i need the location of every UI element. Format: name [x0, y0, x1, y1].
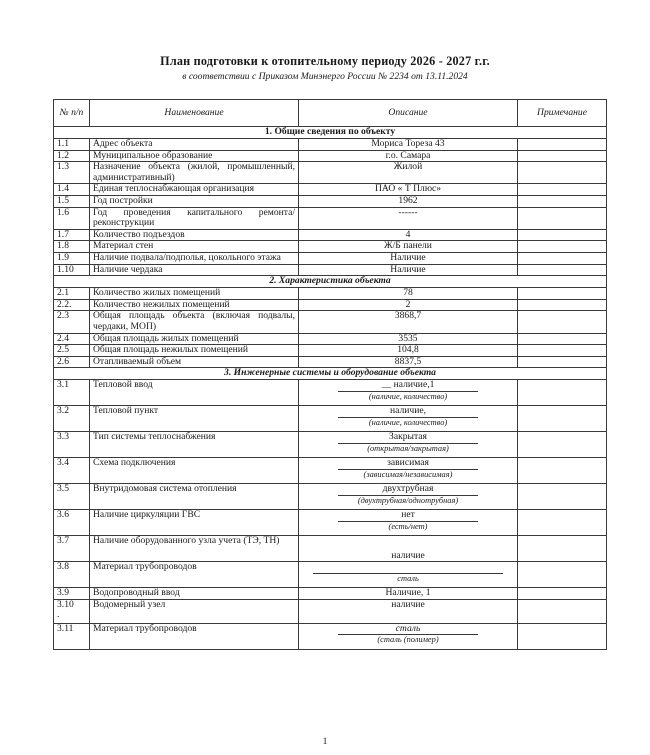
table-row [54, 252, 607, 264]
row-note [518, 162, 607, 184]
row-desc: наличие [299, 599, 518, 623]
row-name: Количество подъездов [90, 229, 299, 241]
section-row [54, 127, 607, 139]
row-desc: 3535 [299, 333, 518, 345]
row-name: Назначение объекта (жилой, промышленный, административный) [90, 162, 299, 184]
field-value: наличие, [338, 406, 478, 418]
row-note [518, 484, 607, 510]
document-title: План подготовки к отопительному периоду 2026 - 2027 г.г. [160, 54, 490, 68]
row-num: 1.1 [54, 139, 90, 151]
row-name: Адрес объекта [90, 139, 299, 151]
field-value: зависимая [338, 458, 478, 470]
table-row [54, 536, 607, 562]
row-num: 2.4 [54, 333, 90, 345]
row-num: 1.5 [54, 195, 90, 207]
row-note [518, 536, 607, 562]
row-name: Единая теплоснабжающая организация [90, 184, 299, 196]
header-num: № п/п [54, 100, 90, 127]
row-desc [299, 562, 518, 588]
field-value: Закрытая [338, 432, 478, 444]
field-hint: (двухтрубная/однотрубная) [357, 495, 459, 505]
row-name: Год проведения капитального ремонта/реконструкции [90, 207, 299, 229]
row-num: 1.2 [54, 150, 90, 162]
table-row [54, 588, 607, 600]
row-desc: Ж/Б панели [299, 241, 518, 253]
row-note [518, 510, 607, 536]
row-name: Общая площадь жилых помещений [90, 333, 299, 345]
field-hint: (открытая/закрытая) [367, 443, 449, 453]
row-note [518, 406, 607, 432]
field-hint: (зависимая/независимая) [363, 469, 453, 479]
table-row [54, 599, 607, 623]
header-note: Примечание [518, 100, 607, 127]
row-note [518, 345, 607, 357]
row-num: 1.6 [54, 207, 90, 229]
row-note [518, 229, 607, 241]
row-desc: 8837,5 [299, 356, 518, 368]
row-note [518, 241, 607, 253]
row-name: Материал трубопроводов [90, 562, 299, 588]
row-name: Тип системы теплоснабжения [90, 432, 299, 458]
row-desc [299, 406, 518, 432]
row-desc: 4 [299, 229, 518, 241]
table-row [54, 162, 607, 184]
table-row [54, 623, 607, 649]
row-name: Наличие циркуляции ГВС [90, 510, 299, 536]
table-row [54, 432, 607, 458]
field-value: двухтрубная [338, 484, 478, 496]
row-name: Наличие оборудованного узла учета (ТЭ, ТН) [90, 536, 299, 562]
row-name: Схема подключения [90, 458, 299, 484]
table-row [54, 510, 607, 536]
row-desc: ПАО « Т Плюс» [299, 184, 518, 196]
row-note [518, 252, 607, 264]
row-name: Наличие подвала/подполья, цокольного этажа [90, 252, 299, 264]
table-row [54, 299, 607, 311]
table-row [54, 311, 607, 333]
row-desc: Мориса Тореза 43 [299, 139, 518, 151]
row-num: 2.3 [54, 311, 90, 333]
table-row [54, 484, 607, 510]
table-row [54, 380, 607, 406]
row-num: 3.7 [54, 536, 90, 562]
row-num: 3.6 [54, 510, 90, 536]
row-desc: Наличие, 1 [299, 588, 518, 600]
row-note [518, 264, 607, 276]
table-row [54, 184, 607, 196]
plan-table [53, 99, 607, 650]
section-row [54, 276, 607, 288]
row-note [518, 184, 607, 196]
field-value: наличие [391, 549, 425, 561]
section-row [54, 368, 607, 380]
row-num: 2.1 [54, 288, 90, 300]
row-num: 3.9 [54, 588, 90, 600]
table-row [54, 406, 607, 432]
section-title: 2. Характеристика объекта [54, 276, 607, 288]
row-num: 3.5 [54, 484, 90, 510]
section-title: 1. Общие сведения по объекту [54, 127, 607, 139]
row-desc: 1962 [299, 195, 518, 207]
row-note [518, 380, 607, 406]
row-desc [299, 432, 518, 458]
header-name: Наименование [90, 100, 299, 127]
row-num: 1.10 [54, 264, 90, 276]
row-num: 2.5 [54, 345, 90, 357]
row-num: 1.9 [54, 252, 90, 264]
row-name: Водомерный узел [90, 599, 299, 623]
table-row [54, 562, 607, 588]
row-num: 3.8 [54, 562, 90, 588]
section-title: 3. Инженерные системы и оборудование объекта [54, 368, 607, 380]
document-subtitle: в соответствии с Приказом Минэнерго России № 2234 от 13.11.2024 [182, 71, 468, 82]
row-name: Материал стен [90, 241, 299, 253]
row-num: 2.6 [54, 356, 90, 368]
row-note [518, 623, 607, 649]
row-num: 1.8 [54, 241, 90, 253]
row-name: Тепловой ввод [90, 380, 299, 406]
row-num: 1.7 [54, 229, 90, 241]
row-note [518, 195, 607, 207]
row-num: 3.3 [54, 432, 90, 458]
row-name: Внутридомовая система отопления [90, 484, 299, 510]
row-num: 1.4 [54, 184, 90, 196]
row-name: Отапливаемый объем [90, 356, 299, 368]
row-note [518, 288, 607, 300]
row-num: 3.2 [54, 406, 90, 432]
field-value: сталь [338, 624, 478, 636]
row-name: Количество нежилых помещений [90, 299, 299, 311]
row-note [518, 432, 607, 458]
row-name: Тепловой пункт [90, 406, 299, 432]
field-hint: (наличие, количество) [368, 391, 448, 401]
row-desc: 3868,7 [299, 311, 518, 333]
row-desc [299, 623, 518, 649]
table-row [54, 195, 607, 207]
row-desc: 78 [299, 288, 518, 300]
table-row [54, 345, 607, 357]
row-desc: Наличие [299, 252, 518, 264]
row-desc: 104,8 [299, 345, 518, 357]
row-name: Материал трубопроводов [90, 623, 299, 649]
table-row [54, 229, 607, 241]
row-desc: Наличие [299, 264, 518, 276]
table-row [54, 288, 607, 300]
row-num: 1.3 [54, 162, 90, 184]
field-hint: (есть/нет) [388, 521, 428, 531]
row-note [518, 299, 607, 311]
field-hint: (наличие, количество) [368, 417, 448, 427]
table-row [54, 139, 607, 151]
row-note [518, 311, 607, 333]
row-num: 3.4 [54, 458, 90, 484]
table-header-row [54, 100, 607, 127]
row-name: Количество жилых помещений [90, 288, 299, 300]
table-row [54, 150, 607, 162]
row-desc [299, 380, 518, 406]
row-name: Наличие чердака [90, 264, 299, 276]
row-desc: г.о. Самара [299, 150, 518, 162]
field-hint: сталь [397, 574, 419, 584]
row-note [518, 458, 607, 484]
row-name: Общая площадь нежилых помещений [90, 345, 299, 357]
row-num: 3.1 [54, 380, 90, 406]
row-num: 2.2. [54, 299, 90, 311]
table-row [54, 241, 607, 253]
row-note [518, 588, 607, 600]
table-row [54, 458, 607, 484]
header-desc: Описание [299, 100, 518, 127]
row-note [518, 356, 607, 368]
table-row [54, 356, 607, 368]
row-note [518, 139, 607, 151]
row-desc: Жилой [299, 162, 518, 184]
row-note [518, 207, 607, 229]
row-name: Муниципальное образование [90, 150, 299, 162]
row-desc [299, 536, 518, 562]
page-number: 1 [322, 736, 328, 747]
table-row [54, 207, 607, 229]
row-desc [299, 510, 518, 536]
field-hint: (сталь (полимер) [377, 635, 439, 645]
row-note [518, 150, 607, 162]
row-name: Год постройки [90, 195, 299, 207]
field-value: нет [338, 510, 478, 522]
row-num: 3.10 . [54, 599, 90, 623]
row-name: Водопроводный ввод [90, 588, 299, 600]
row-desc: ------ [299, 207, 518, 229]
table-row [54, 333, 607, 345]
row-note [518, 599, 607, 623]
row-note [518, 333, 607, 345]
field-value: __ наличие,1 [338, 380, 478, 392]
table-row [54, 264, 607, 276]
row-desc [299, 484, 518, 510]
row-num: 3.11 [54, 623, 90, 649]
row-desc [299, 458, 518, 484]
row-note [518, 562, 607, 588]
row-desc: 2 [299, 299, 518, 311]
row-name: Общая площадь объекта (включая подвалы, чердаки, МОП) [90, 311, 299, 333]
